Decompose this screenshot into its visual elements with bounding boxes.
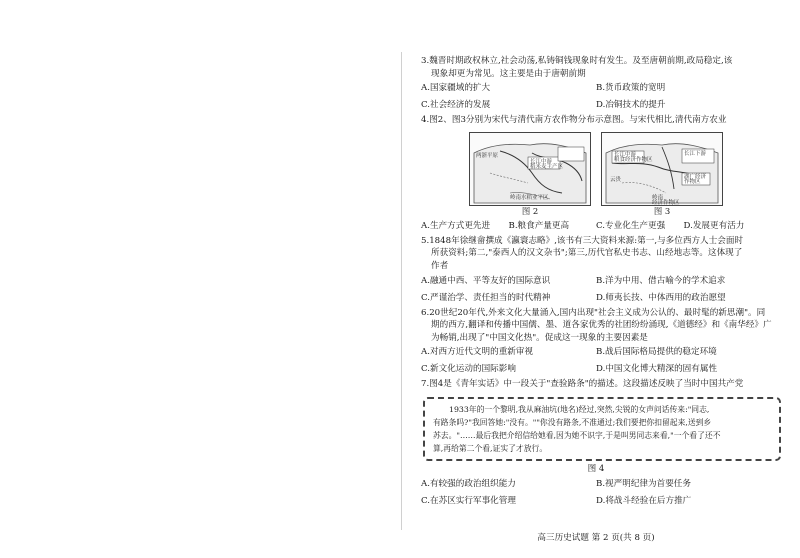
question-3-stem-line-1: 3.魏晋时期政权林立,社会动荡,私铸铜钱现象时有发生。及至唐朝前期,政局稳定,该 — [421, 56, 733, 66]
figure-4-line-2: 有路条吗?"我回答她:"没有。""你没有路条,不准通过;我们要把你扣留起来,送到乡 — [433, 417, 712, 427]
fig3-label-1: 长江中游 — [614, 151, 637, 158]
fig2-label-2: 长江中游 — [530, 158, 553, 165]
question-6-stem-line-2: 期的西方,翻译和传播中国儒、墨、道各家优秀的社团纷纷涌现,《道德经》和《南华经》广 — [431, 320, 772, 331]
figure-4-line-3: 苏去。"……最后我把介绍信给她看,因为她不识字,于是叫男同志来看,"一个看了还不 — [433, 430, 721, 440]
option-c: C.在苏区实行军事化管理 — [421, 496, 516, 507]
fig2-label-3: 稻米麦主产区 — [530, 163, 564, 170]
exam-page — [421, 55, 771, 510]
question-7-options-row-2 — [421, 493, 771, 510]
question-6-stem-line-1: 6.20世纪20年代,外来文化大量涌入,国内出现"社会主义成为公认的、最时髦的新思潮"。同 — [421, 307, 766, 318]
question-7-stem: 7.图4是《青年实话》中一段关于"查验路条"的描述。这段描述反映了当时中国共产党 — [421, 379, 744, 390]
fig3-label-6: 云贵 — [610, 176, 622, 183]
question-4-stem: 4.图2、图3分别为宋代与清代南方农作物分布示意图。与宋代相比,清代南方农业 — [421, 115, 727, 126]
question-6 — [421, 307, 771, 379]
figures-2-3 — [421, 132, 771, 218]
question-6-options-row-1 — [421, 344, 771, 361]
fig3-label-4: 湖广经济 — [684, 173, 707, 180]
option-d: D.冶铜技术的提升 — [596, 100, 666, 111]
question-7 — [421, 378, 771, 510]
qing-crop-map — [601, 132, 723, 206]
question-5 — [421, 235, 771, 307]
option-c: C.严谨治学、责任担当的时代精神 — [421, 292, 551, 303]
option-a: A.对西方近代文明的重新审视 — [421, 347, 534, 358]
song-crop-map — [469, 132, 591, 206]
figure-4-caption: 图 4 — [587, 463, 605, 474]
figure-4-line-1: 1933年的一个黎明,我从麻油坑(地名)经过,突然,尖锐的女声问话传来:"同志, — [449, 404, 710, 414]
option-d: D.中国文化博大精深的固有属性 — [596, 364, 718, 375]
fig3-label-3: 长江下游 — [684, 150, 707, 157]
figure-2-caption: 图 2 — [521, 205, 539, 216]
fig3-label-8: 经济作物区 — [652, 199, 680, 205]
option-b: B.粮食产量更高 — [508, 220, 570, 231]
figure-3-caption: 图 3 — [653, 205, 671, 216]
question-3-options-row-2 — [421, 97, 771, 114]
question-5-stem-line-2: 所获资料;第二,"泰西人的汉文杂书";第三,历代官私史书志、山经地志等。这体现了 — [431, 248, 743, 259]
option-c: C.社会经济的发展 — [421, 100, 491, 111]
option-a: A.有较强的政治组织能力 — [421, 479, 516, 490]
option-c: C.专业化生产更强 — [596, 220, 666, 231]
question-5-options-row-2 — [421, 290, 771, 307]
figure-4-line-4: 算,再给第二个看,证实了才放行。 — [433, 443, 548, 453]
option-d: D.师夷长技、中体西用的政治愿望 — [596, 292, 726, 303]
question-6-options-row-2 — [421, 361, 771, 378]
option-b: B.洋为中用、借古喻今的学术追求 — [596, 275, 726, 286]
question-3-stem-line-2: 现象却更为常见。这主要是由于唐朝前期 — [431, 68, 586, 79]
option-a: A.生产方式更先进 — [421, 220, 491, 231]
option-b: B.视严明纪律为首要任务 — [596, 479, 691, 490]
fig3-label-5: 作物区 — [684, 178, 701, 185]
option-b: B.战后国际格局提供的稳定环境 — [596, 347, 717, 358]
question-5-stem-line-1: 5.1848年徐继畲撰成《瀛寰志略》,该书有三大资料来源:第一,与多位西方人士会面时 — [421, 235, 744, 246]
question-7-options-row-1 — [421, 476, 771, 493]
option-d: D.将战斗经验在后方推广 — [596, 496, 692, 507]
figure-2 — [469, 132, 591, 218]
option-b: B.货币政策的宽明 — [596, 83, 666, 94]
fig2-label-4: 岭南水稻业平区 — [510, 194, 549, 201]
fig2-label-1: 两浙平原 — [476, 152, 499, 159]
question-5-options-row-1 — [421, 273, 771, 290]
figure-3 — [601, 132, 723, 218]
fig3-label-7: 岭南 — [652, 194, 664, 201]
option-a: A.国家疆域的扩大 — [421, 83, 491, 94]
fig3-label-2: 粮食经济作物区 — [614, 156, 653, 163]
option-a: A.融通中西、平等友好的国际意识 — [421, 275, 551, 286]
question-5-stem-line-3: 作者 — [431, 260, 449, 271]
question-6-stem-line-3: 为畅销,出现了"中国文化热"。促成这一现象的主要因素是 — [431, 332, 648, 343]
option-d: D.发展更有活力 — [683, 220, 745, 231]
question-4-options — [421, 218, 771, 235]
question-3 — [421, 55, 771, 114]
question-3-options-row-1 — [421, 80, 771, 97]
page-divider-line — [401, 52, 402, 530]
question-4 — [421, 114, 771, 235]
option-c: C.新文化运动的国际影响 — [421, 364, 516, 375]
page-footer: 高三历史试题 第 2 页(共 8 页) — [537, 533, 655, 543]
figure-4-text-box — [423, 397, 781, 461]
